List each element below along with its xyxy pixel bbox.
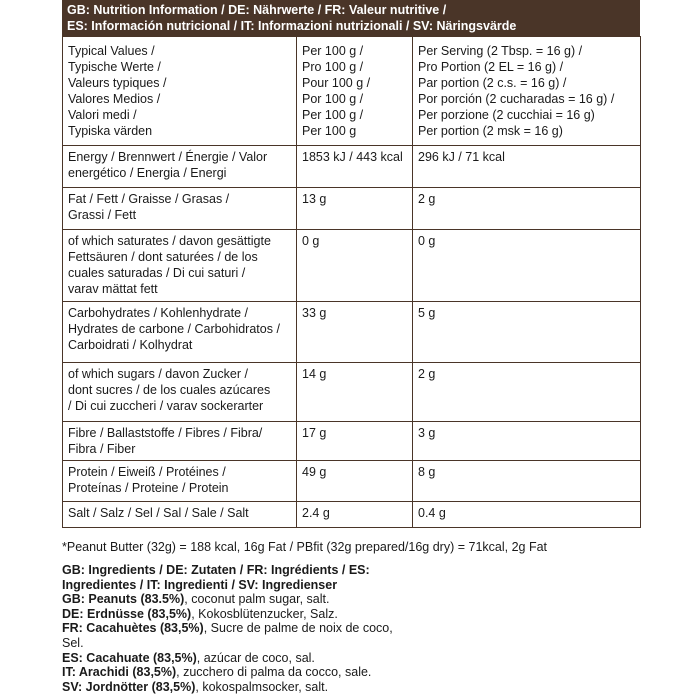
header-line-1: GB: Nutrition Information / DE: Nährwerte / FR: Valeur nutritive / [67,3,447,17]
ingredients-heading: GB: Ingredients / DE: Zutaten / FR: Ingrédients / ES: Ingredientes / IT: Ingredienti / SV: Ingredienser [62,563,370,592]
table-row [63,230,641,302]
ingredient-name: GB: Peanuts (83.5%) [62,592,185,607]
saturates-label: of which saturates / davon gesättigte Fettsäuren / dont saturées / de los cuales saturadas / Di cui saturi / varav mättat fett [63,230,297,302]
ingredient-rest: , Sucre de palme de noix de coco, Sel. [62,621,393,650]
table-row [63,363,641,422]
ingredient-name: DE: Erdnüsse (83,5%) [62,606,192,621]
nutrition-header [62,0,640,36]
table-row [63,188,641,230]
sugars-serving: 2 g [413,363,641,422]
table-head-row [63,37,641,146]
carbohydrates-label: Carbohydrates / Kohlenhydrate / Hydrates de carbone / Carbohidratos / Carboidrati / Kolhydrat [63,302,297,363]
fibre-per100: 17 g [297,422,413,461]
ingredients-it [62,665,652,680]
ingredients-es [62,651,652,666]
per-100g-header-cell: Per 100 g / Pro 100 g / Pour 100 g / Por 100 g / Per 100 g / Per 100 g [297,37,413,146]
saturates-per100: 0 g [297,230,413,302]
carbohydrates-per100: 33 g [297,302,413,363]
saturates-serving: 0 g [413,230,641,302]
protein-label: Protein / Eiweiß / Protéines / Proteínas / Proteine / Protein [63,461,297,502]
energy-serving: 296 kJ / 71 kcal [413,146,641,188]
table-row [63,461,641,502]
ingredient-rest: , coconut palm sugar, salt. [184,592,330,607]
footnote: *Peanut Butter (32g) = 188 kcal, 16g Fat / PBfit (32g prepared/16g dry) = 71kcal, 2g Fat [62,540,548,554]
ingredient-name: ES: Cacahuate (83,5%) [62,650,197,665]
table-row [63,302,641,363]
protein-per100: 49 g [297,461,413,502]
salt-serving: 0.4 g [413,502,641,528]
typical-values-cell: Typical Values / Typische Werte / Valeurs typiques / Valores Medios / Valori medi / Typiska värden [63,37,297,146]
salt-per100: 2.4 g [297,502,413,528]
salt-label: Salt / Salz / Sel / Sal / Sale / Salt [63,502,297,528]
fat-label: Fat / Fett / Graisse / Grasas / Grassi / Fett [63,188,297,230]
table-row [63,422,641,461]
per-serving-header-cell: Per Serving (2 Tbsp. = 16 g) / Pro Portion (2 EL = 16 g) / Par portion (2 c.s. = 16 g) / Por porción (2 cucharadas = 16 g) / Per porzione (2 cucchiai = 16 g) Per portion (2 msk = 16 g) [413,37,641,146]
table-row [63,146,641,188]
ingredients-de [62,607,652,622]
ingredient-rest: , Kokosblütenzucker, Salz. [191,606,338,621]
ingredient-rest: , azúcar de coco, sal. [196,650,315,665]
ingredients-sv [62,680,652,695]
energy-per100: 1853 kJ / 443 kcal [297,146,413,188]
fat-per100: 13 g [297,188,413,230]
sugars-label: of which sugars / davon Zucker / dont sucres / de los cuales azúcares / Di cui zuccheri / varav sockerarter [63,363,297,422]
ingredient-rest: , kokospalmsocker, salt. [195,679,329,694]
ingredient-name: FR: Cacahuètes (83,5%) [62,621,204,636]
ingredients-gb [62,592,652,607]
fibre-label: Fibre / Ballaststoffe / Fibres / Fibra/ Fibra / Fiber [63,422,297,461]
ingredients-fr [62,621,652,650]
header-line-2: ES: Información nutricional / IT: Informazioni nutrizionali / SV: Näringsvärde [67,19,517,33]
table-row [63,502,641,528]
ingredients-block [62,563,652,694]
fibre-serving: 3 g [413,422,641,461]
ingredient-name: SV: Jordnötter (83,5%) [62,679,196,694]
protein-serving: 8 g [413,461,641,502]
nutrition-table [62,36,641,528]
ingredient-rest: , zucchero di palma da cocco, sale. [176,665,372,680]
ingredient-name: IT: Arachidi (83,5%) [62,665,177,680]
carbohydrates-serving: 5 g [413,302,641,363]
energy-label: Energy / Brennwert / Énergie / Valor energético / Energia / Energi [63,146,297,188]
sugars-per100: 14 g [297,363,413,422]
fat-serving: 2 g [413,188,641,230]
